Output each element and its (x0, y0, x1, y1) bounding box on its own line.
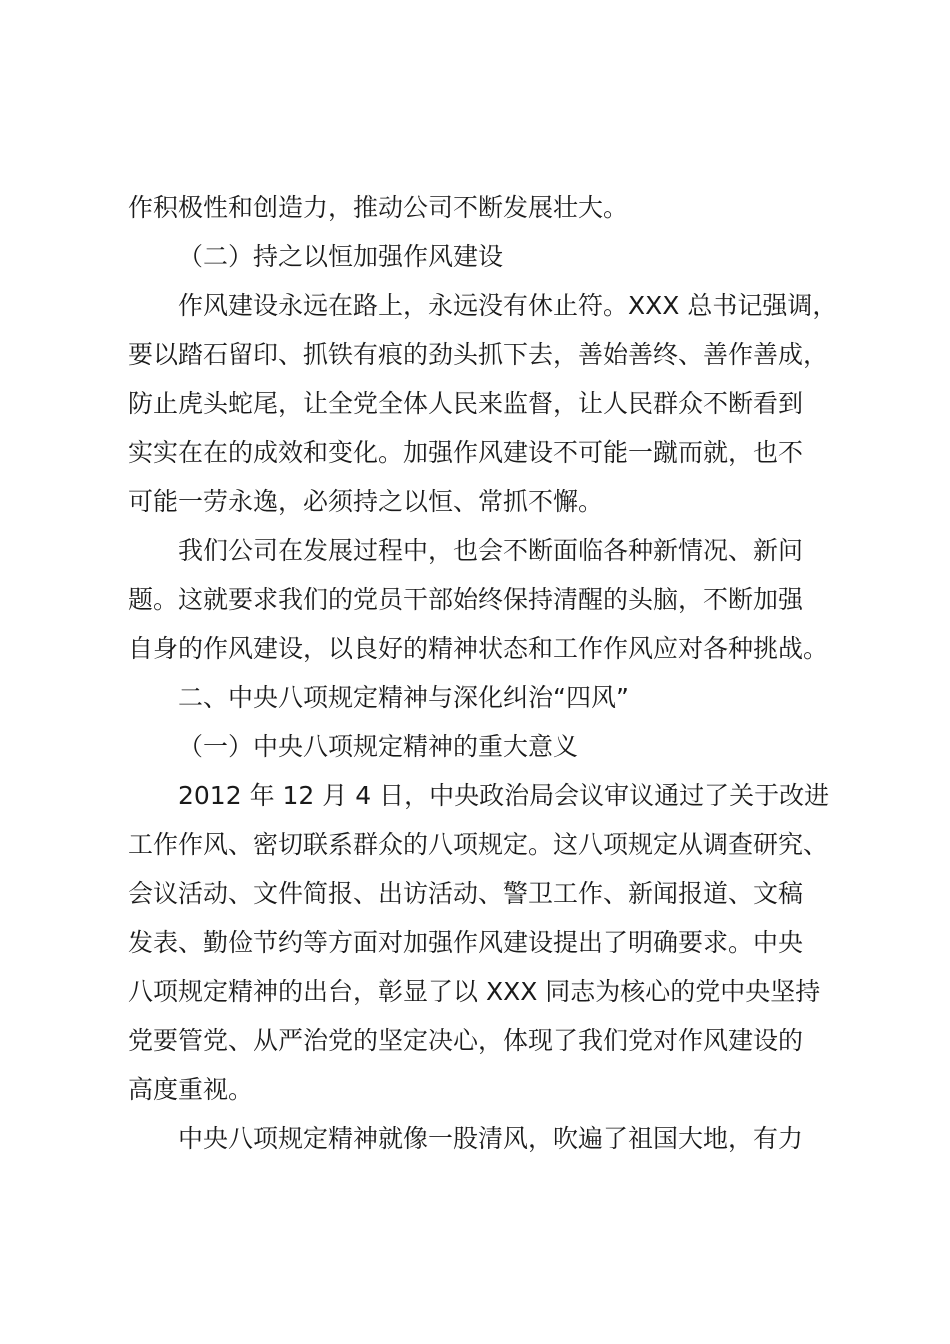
chapter-heading: 二、中央八项规定精神与深化纠治“四风” (178, 683, 629, 712)
paragraph-line: 八项规定精神的出台，彰显了以 XXX 同志为核心的党中央坚持 (128, 977, 821, 1006)
paragraph-line: 作风建设永远在路上，永远没有休止符。XXX 总书记强调， (178, 291, 838, 320)
paragraph-line: 中央八项规定精神就像一股清风，吹遍了祖国大地，有力 (178, 1124, 804, 1153)
paragraph-line: 会议活动、文件简报、出访活动、警卫工作、新闻报道、文稿 (128, 879, 804, 908)
paragraph-line: 党要管党、从严治党的坚定决心，体现了我们党对作风建设的 (128, 1026, 804, 1055)
paragraph-line: 作积极性和创造力，推动公司不断发展壮大。 (128, 193, 629, 222)
paragraph-line: 可能一劳永逸，必须持之以恒、常抓不懈。 (128, 487, 604, 516)
paragraph-line: 高度重视。 (128, 1075, 254, 1104)
paragraph-line: 2012 年 12 月 4 日，中央政治局会议审议通过了关于改进 (178, 781, 830, 810)
document-body (128, 183, 838, 1163)
paragraph-line: 题。这就要求我们的党员干部始终保持清醒的头脑，不断加强 (128, 585, 804, 614)
paragraph-line: 工作作风、密切联系群众的八项规定。这八项规定从调查研究、 (128, 830, 829, 859)
section-heading: （二）持之以恒加强作风建设 (178, 242, 504, 271)
paragraph-line: 自身的作风建设，以良好的精神状态和工作作风应对各种挑战。 (128, 634, 829, 663)
paragraph-line: 我们公司在发展过程中，也会不断面临各种新情况、新问 (178, 536, 804, 565)
section-heading: （一）中央八项规定精神的重大意义 (178, 732, 579, 761)
paragraph-line: 实实在在的成效和变化。加强作风建设不可能一蹴而就，也不 (128, 438, 804, 467)
paragraph-line: 要以踏石留印、抓铁有痕的劲头抓下去，善始善终、善作善成， (128, 340, 829, 369)
paragraph-line: 发表、勤俭节约等方面对加强作风建设提出了明确要求。中央 (128, 928, 804, 957)
paragraph-line: 防止虎头蛇尾，让全党全体人民来监督，让人民群众不断看到 (128, 389, 804, 418)
